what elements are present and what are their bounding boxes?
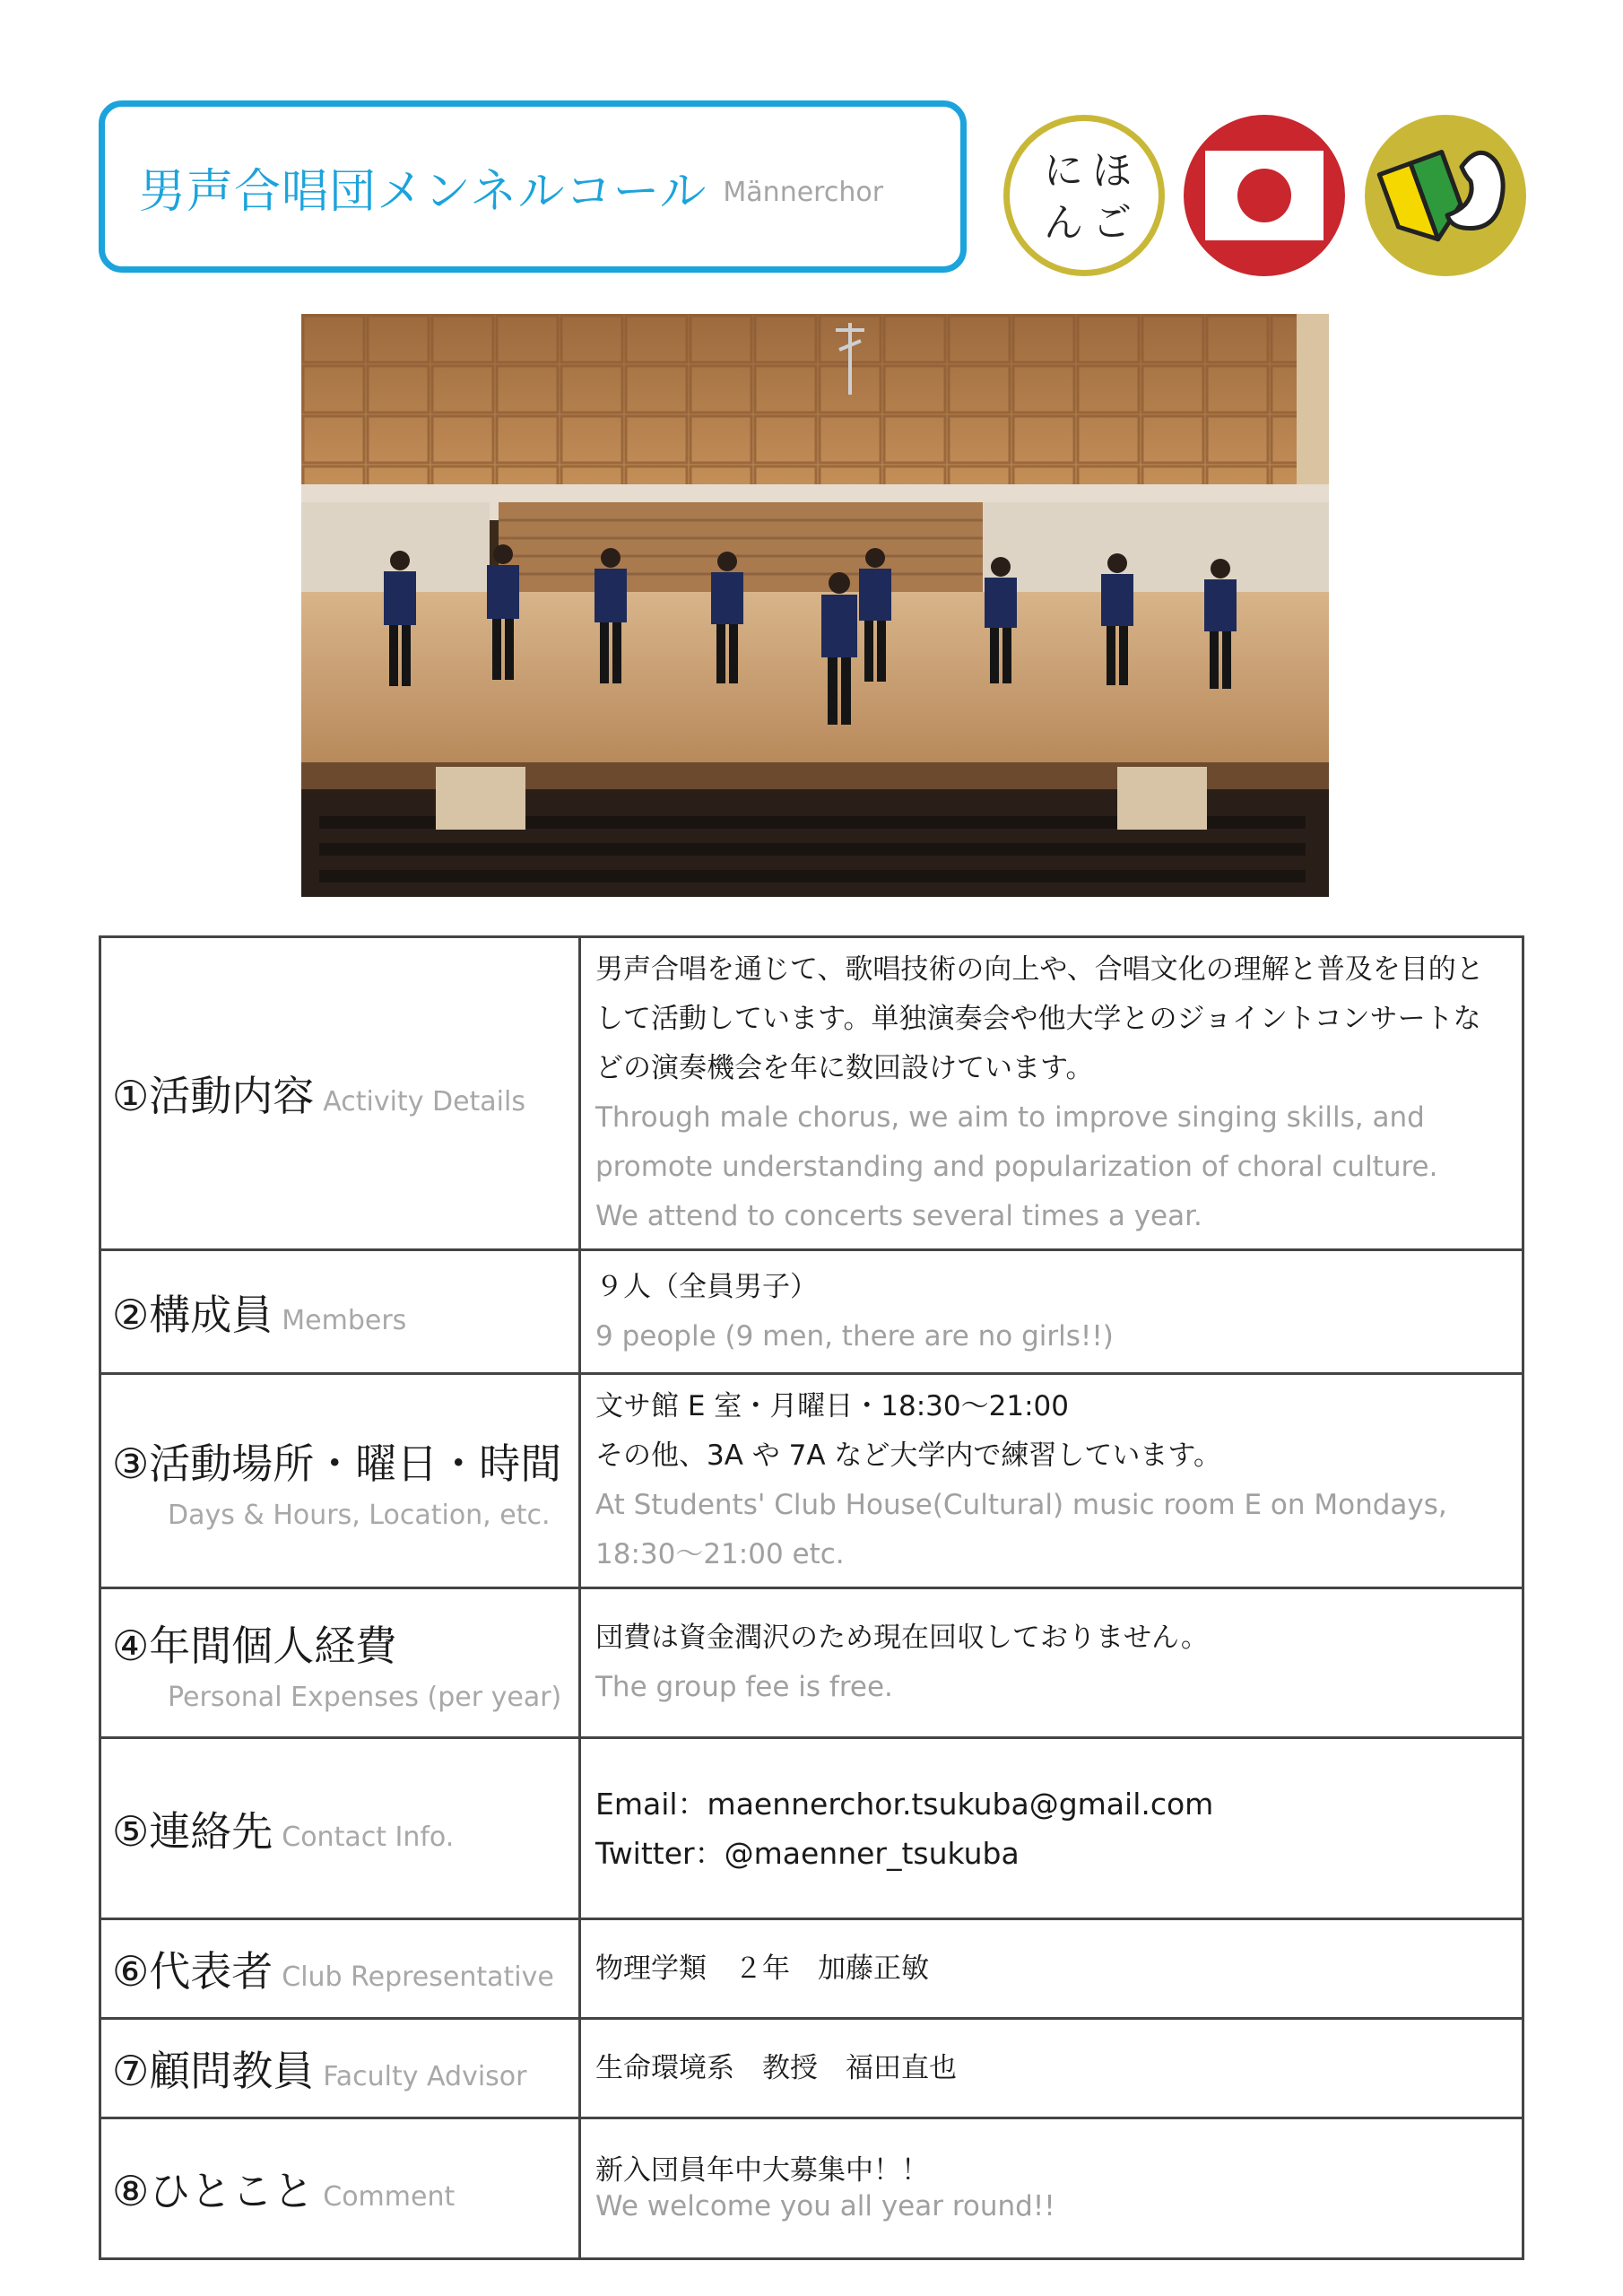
row-label-cell [100, 1250, 580, 1374]
value-jp-line: どの演奏機会を年に数回設けています。 [595, 1052, 1094, 1084]
value-en-line: 9 people (9 men, there are no girls!!) [595, 1319, 1114, 1352]
flag-sun [1237, 169, 1291, 222]
row-value-cell [580, 937, 1523, 1250]
label-en: Faculty Advisor [323, 2061, 527, 2092]
row-value-cell [580, 1738, 1523, 1919]
value-jp-line: 生命環境系 教授 福田直也 [595, 2051, 957, 2084]
club-title-en: Männerchor [723, 176, 884, 208]
contact-email: Email：maennerchor.tsukuba@gmail.com [595, 1786, 1214, 1822]
row-value-cell [580, 2118, 1523, 2259]
value-jp-line: 男声合唱を通じて、歌唱技術の向上や、合唱文化の理解と普及を目的と [595, 953, 1484, 986]
value-jp-line: 新入団員年中大募集中！！ [595, 2154, 929, 2187]
value-en-line: At Students' Club House(Cultural) music room E on Mondays, [595, 1489, 1447, 1521]
value-en-line: We welcome you all year round!! [595, 2190, 1055, 2222]
table-row-representative [100, 1919, 1523, 2019]
label-jp: ⑦顧問教員 [112, 2047, 315, 2095]
row-value-cell [580, 1250, 1523, 1374]
value-jp-line: 物理学類 ２年 加藤正敏 [595, 1952, 929, 1985]
table-row-activity [100, 937, 1523, 1250]
nihongo-char: ほ [1092, 148, 1132, 194]
row-value-cell [580, 2019, 1523, 2118]
value-jp-line: 文サ館 E 室・月曜日・18:30〜21:00 [595, 1390, 1069, 1422]
table-row-expenses [100, 1588, 1523, 1738]
table-row-members [100, 1250, 1523, 1374]
value-jp-line: 団費は資金潤沢のため現在回収しておりません。 [595, 1622, 1209, 1654]
row-value-cell [580, 1374, 1523, 1588]
label-jp: ⑤連絡先 [112, 1806, 273, 1856]
club-title-jp: 男声合唱団メンネルコール [139, 164, 707, 219]
row-label-cell [100, 1738, 580, 1919]
japan-flag-icon [1184, 115, 1345, 276]
label-en: Activity Details [323, 1086, 525, 1118]
nihongo-char: ん [1044, 200, 1083, 246]
label-en: Members [282, 1304, 407, 1336]
value-jp-line: して活動しています。単独演奏会や他大学とのジョイントコンサートな [595, 1003, 1481, 1035]
value-en-line: promote understanding and popularization of choral culture. [595, 1151, 1438, 1183]
beginner-mark-svg [1365, 115, 1526, 276]
row-label-cell [100, 1919, 580, 2019]
row-value-cell [580, 1588, 1523, 1738]
nihongo-char: に [1044, 148, 1083, 194]
row-label-cell [100, 2118, 580, 2259]
row-label-cell [100, 937, 580, 1250]
label-en: Contact Info. [282, 1821, 455, 1853]
table-row-location [100, 1374, 1523, 1588]
table-row-comment [100, 2118, 1523, 2259]
label-en: Comment [323, 2181, 456, 2213]
value-jp-line: その他、3A や 7A など大学内で練習しています。 [595, 1439, 1221, 1472]
label-jp: ⑧ひとこと [112, 2167, 315, 2215]
value-en-line: Through male chorus, we aim to improve singing skills, and [595, 1101, 1425, 1134]
row-value-cell [580, 1919, 1523, 2019]
beginner-mark-flexed-arm-icon [1365, 115, 1526, 276]
label-en: Personal Expenses (per year) [168, 1681, 562, 1713]
flag-field [1205, 151, 1324, 240]
value-en-line: We attend to concerts several times a year. [595, 1200, 1202, 1232]
stage-photo-svg [301, 314, 1329, 897]
table-row-advisor [100, 2019, 1523, 2118]
choir-stage-photo [301, 314, 1329, 897]
club-info-table [99, 935, 1524, 2260]
label-en: Days & Hours, Location, etc. [168, 1499, 551, 1531]
value-en-line: 18:30〜21:00 etc. [595, 1538, 845, 1570]
value-jp-line: ９人（全員男子） [595, 1270, 818, 1303]
label-jp: ①活動内容 [112, 1072, 315, 1120]
row-label-cell [100, 2019, 580, 2118]
row-label-cell [100, 1374, 580, 1588]
label-jp: ②構成員 [112, 1290, 273, 1339]
value-en-line: The group fee is free. [595, 1671, 893, 1703]
nihongo-char: ご [1092, 200, 1132, 246]
contact-twitter: Twitter：@maenner_tsukuba [595, 1835, 1020, 1871]
label-jp: ④年間個人経費 [112, 1621, 397, 1670]
row-label-cell [100, 1588, 580, 1738]
label-en: Club Representative [282, 1961, 554, 1993]
table-row-contact [100, 1738, 1523, 1919]
label-jp: ⑥代表者 [112, 1947, 273, 1996]
club-title-box [99, 100, 967, 273]
label-jp: ③活動場所・曜日・時間 [112, 1439, 562, 1488]
nihongo-badge-icon [1003, 115, 1165, 276]
